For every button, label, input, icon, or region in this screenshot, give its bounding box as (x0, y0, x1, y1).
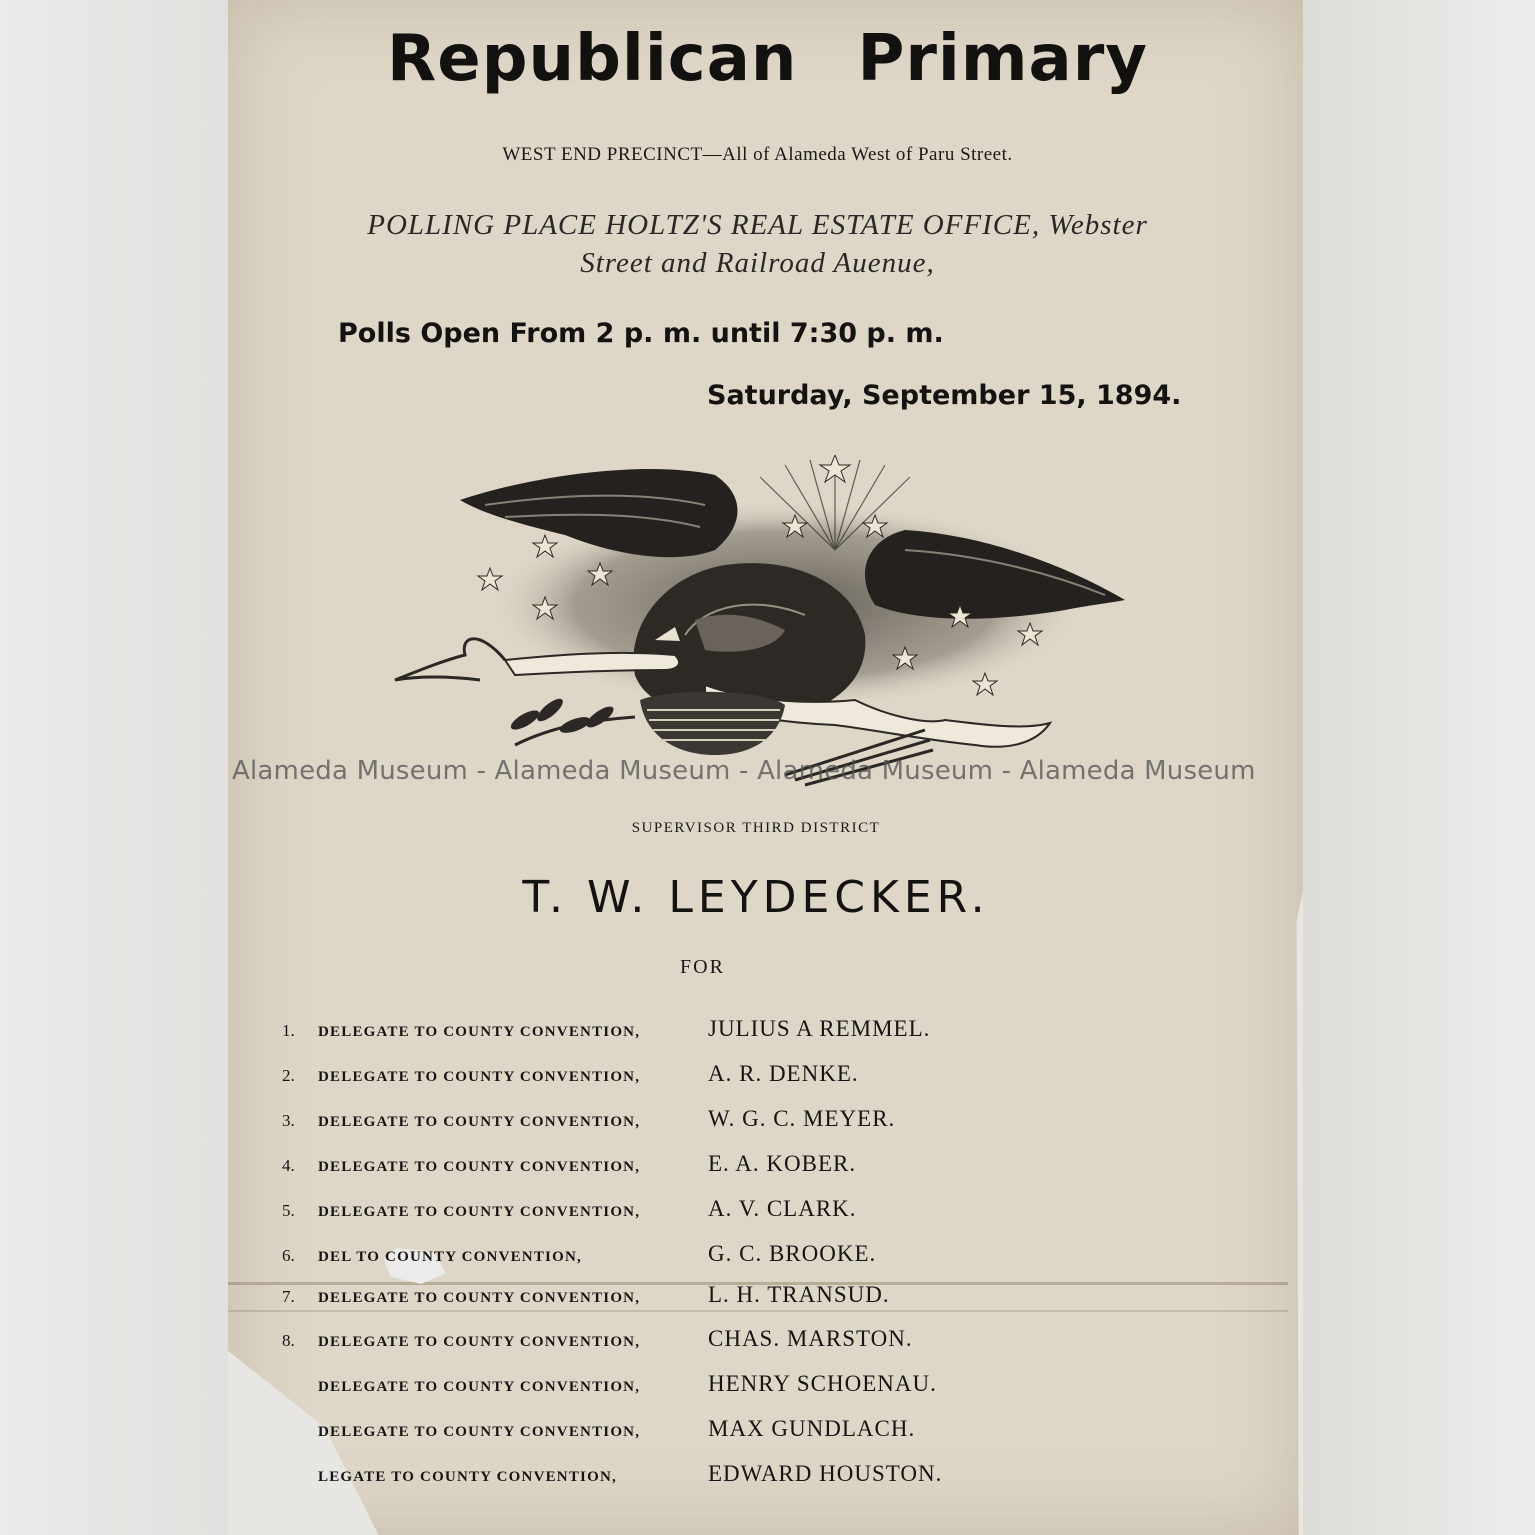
delegate-name: JULIUS A REMMEL. (708, 1016, 931, 1041)
backdrop-right (1303, 0, 1535, 1535)
delegate-name: G. C. BROOKE. (708, 1241, 877, 1266)
delegate-name: L. H. TRANSUD. (708, 1282, 890, 1307)
delegate-row (282, 1371, 937, 1401)
delegate-name: A. R. DENKE. (708, 1061, 859, 1086)
delegate-description: LEGATE TO COUNTY CONVENTION, (318, 1469, 617, 1485)
delegate-row (282, 1196, 857, 1226)
delegate-row (282, 1061, 859, 1091)
eagle-emblem-icon (385, 455, 1130, 790)
delegate-name: HENRY SCHOENAU. (708, 1371, 937, 1396)
delegate-number: 8. (282, 1331, 295, 1350)
delegate-name: W. G. C. MEYER. (708, 1106, 896, 1131)
delegate-row (282, 1151, 856, 1181)
delegate-description: DELEGATE TO COUNTY CONVENTION, (318, 1290, 641, 1306)
delegate-row (282, 1016, 930, 1046)
delegate-description: DEL TO COUNTY CONVENTION, (318, 1249, 582, 1265)
precinct-line: WEST END PRECINCT—All of Alameda West of Paru Street. (502, 144, 1013, 165)
delegate-description: DELEGATE TO COUNTY CONVENTION, (318, 1424, 641, 1440)
delegate-name: MAX GUNDLACH. (708, 1416, 916, 1441)
delegate-number: 3. (282, 1111, 295, 1130)
delegate-number: 7. (282, 1287, 295, 1306)
delegate-description: DELEGATE TO COUNTY CONVENTION, (318, 1069, 641, 1085)
delegate-row (282, 1416, 915, 1446)
delegate-row (282, 1106, 895, 1136)
for-label: FOR (680, 956, 725, 978)
delegate-name: A. V. CLARK. (708, 1196, 857, 1221)
delegate-number: 1. (282, 1021, 295, 1040)
delegate-number: 6. (282, 1246, 295, 1265)
delegate-row (282, 1326, 913, 1356)
delegate-number: 5. (282, 1201, 295, 1220)
polling-line-2: Street and Railroad Auenue, (580, 247, 935, 279)
delegate-description: DELEGATE TO COUNTY CONVENTION, (318, 1334, 641, 1350)
delegate-number: 2. (282, 1066, 295, 1085)
polling-place (330, 206, 1185, 282)
delegate-row (282, 1241, 876, 1271)
delegate-description: DELEGATE TO COUNTY CONVENTION, (318, 1204, 641, 1220)
office-title: SUPERVISOR THIRD DISTRICT (631, 820, 881, 836)
page-title (0, 22, 1535, 96)
delegate-description: DELEGATE TO COUNTY CONVENTION, (318, 1114, 641, 1130)
watermark: Alameda Museum - Alameda Museum - Alameda Museum - Alameda Museum (232, 756, 1256, 786)
election-date: Saturday, September 15, 1894. (707, 380, 1182, 411)
title-left: Republican (387, 22, 798, 96)
candidate-name: T. W. LEYDECKER. (522, 872, 990, 923)
polls-open-hours: Polls Open From 2 p. m. until 7:30 p. m. (338, 318, 944, 349)
title-right: Primary (857, 22, 1148, 96)
delegate-row (282, 1282, 890, 1312)
delegate-name: EDWARD HOUSTON. (708, 1461, 943, 1486)
delegate-name: CHAS. MARSTON. (708, 1326, 913, 1351)
delegate-description: DELEGATE TO COUNTY CONVENTION, (318, 1024, 641, 1040)
delegate-name: E. A. KOBER. (708, 1151, 857, 1176)
delegate-description: DELEGATE TO COUNTY CONVENTION, (318, 1379, 641, 1395)
polling-line-1: POLLING PLACE HOLTZ'S REAL ESTATE OFFICE, Webster (367, 209, 1148, 241)
backdrop-left (0, 0, 228, 1535)
delegate-description: DELEGATE TO COUNTY CONVENTION, (318, 1159, 641, 1175)
delegate-number: 4. (282, 1156, 295, 1175)
delegate-row (282, 1461, 942, 1491)
